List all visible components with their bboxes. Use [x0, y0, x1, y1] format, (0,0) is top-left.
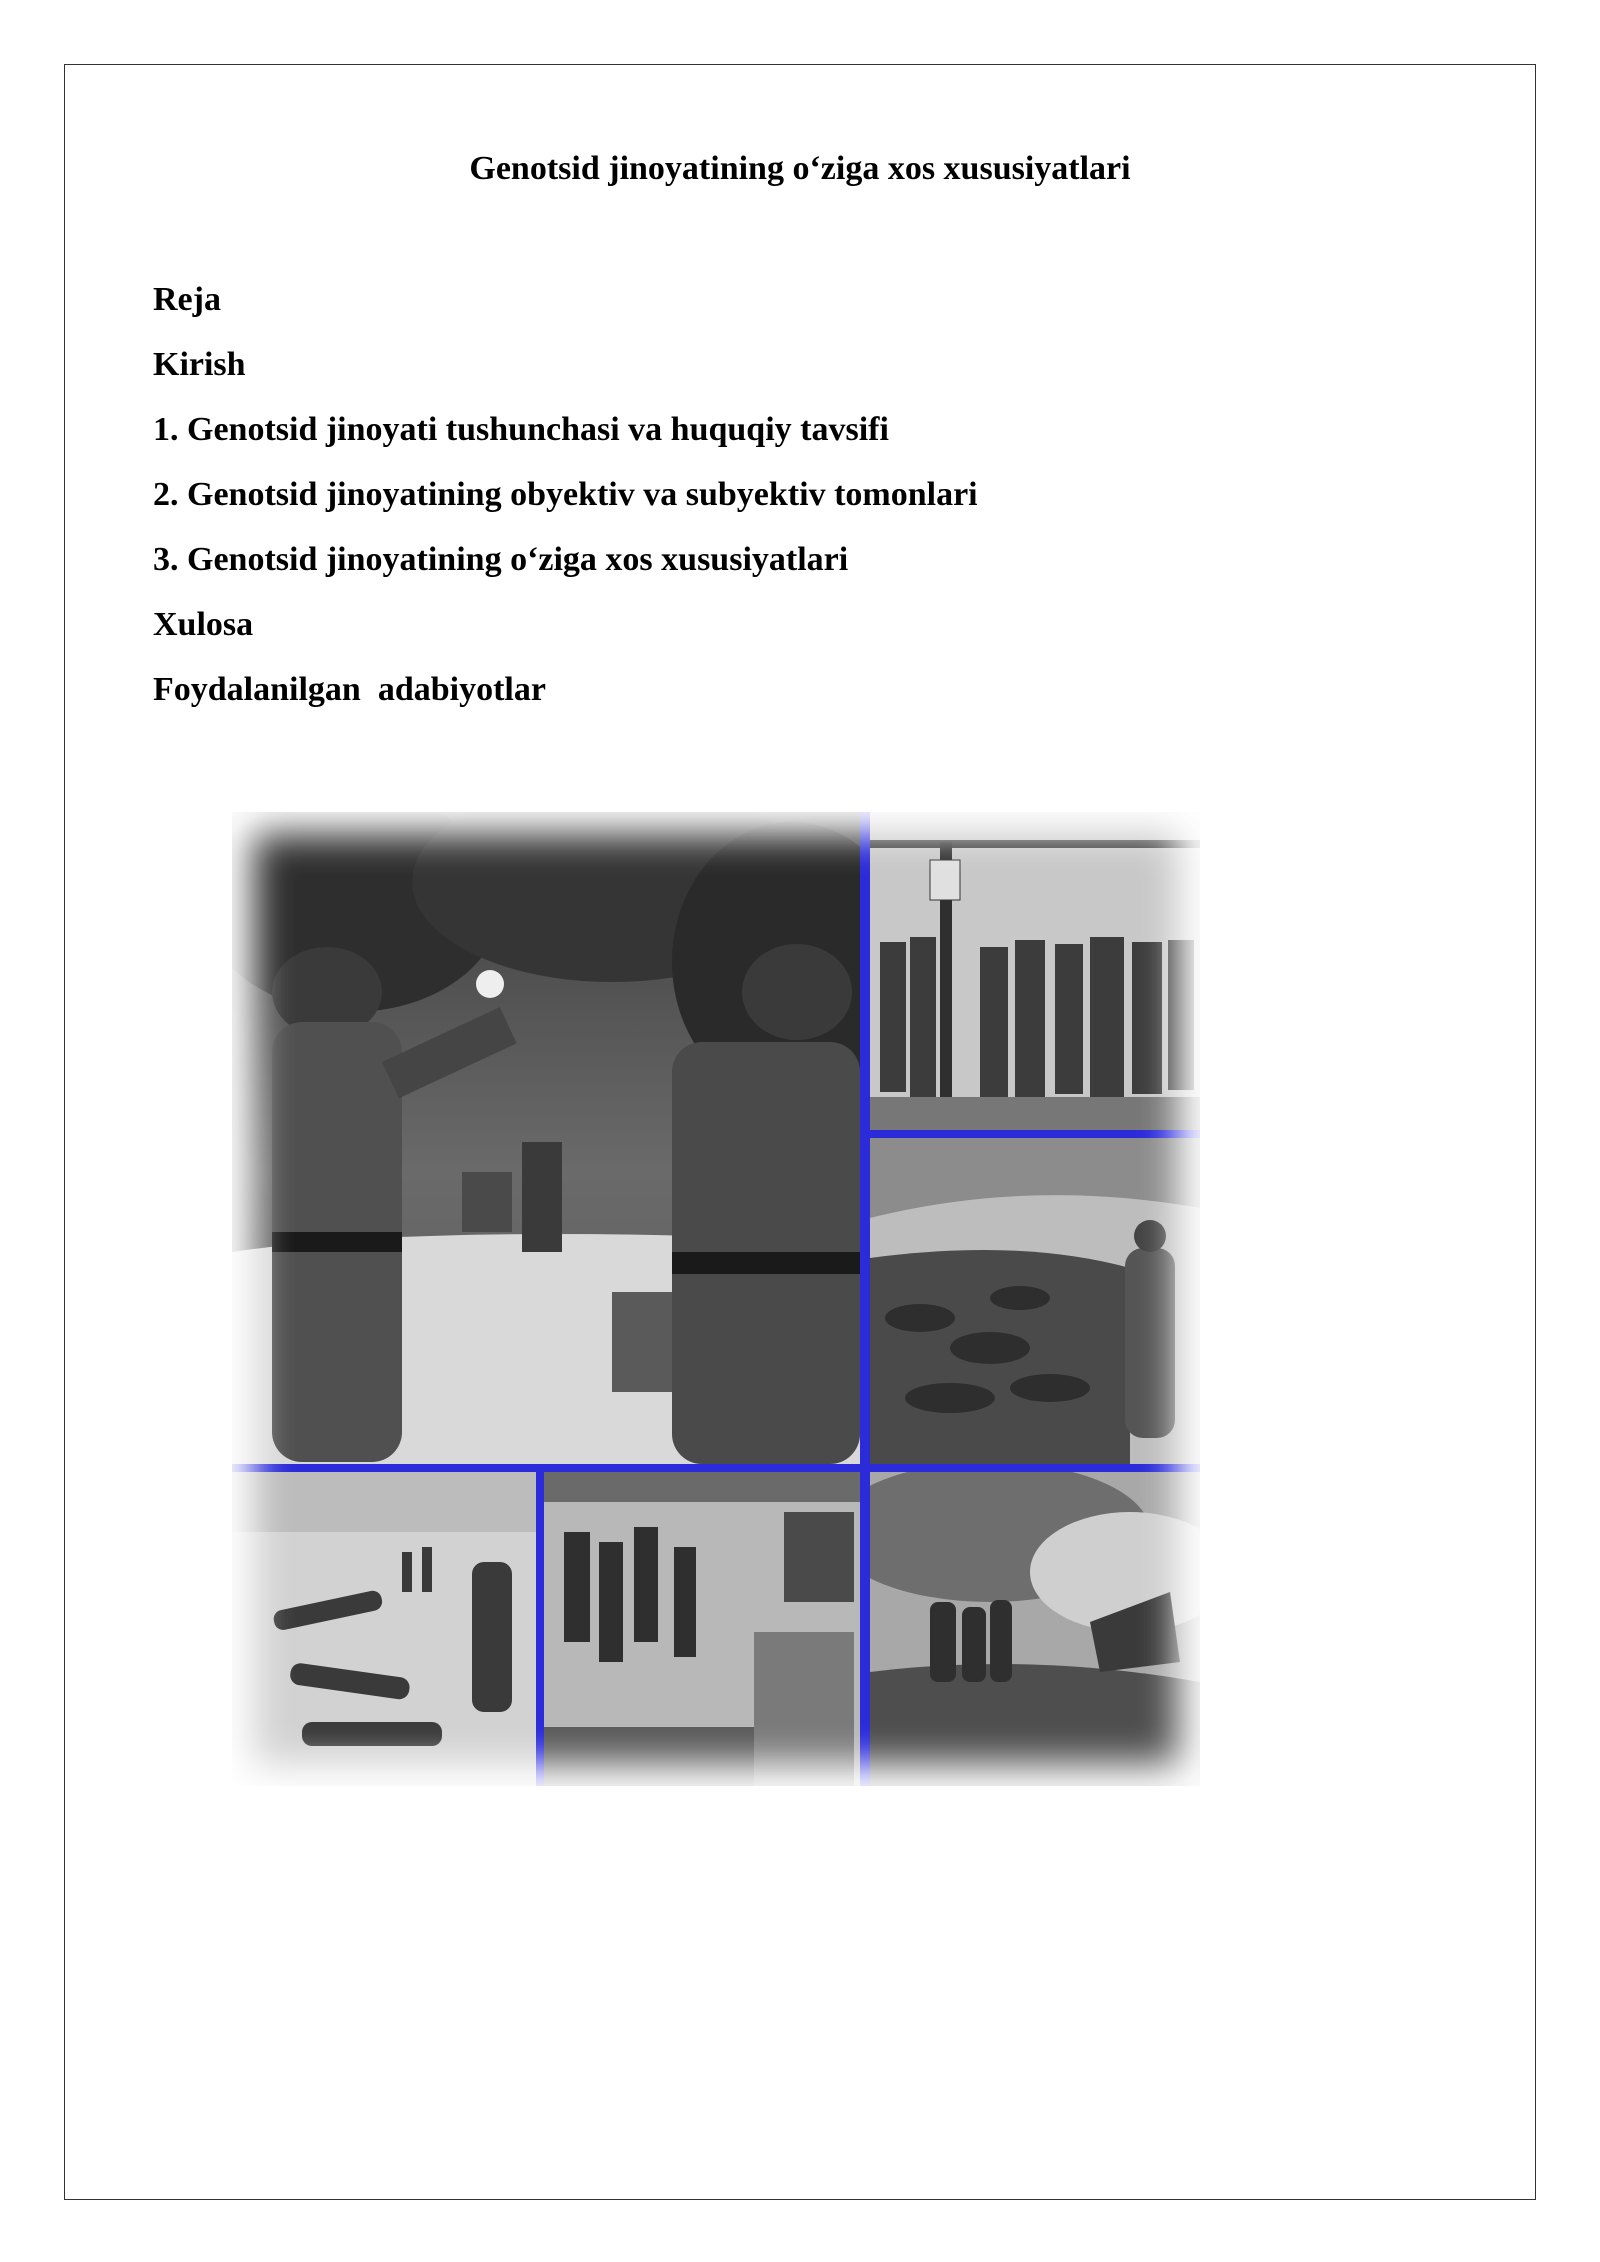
hanging-group-photo [870, 812, 1200, 1130]
plan-heading: Reja [153, 281, 221, 318]
plan-item-references: Foydalanilgan adabiyotlar [153, 671, 546, 708]
collage-divider-horizontal-main [232, 1464, 1200, 1472]
plan-item-3: 3. Genotsid jinoyatining o‘ziga xos xususiyatlari [153, 541, 849, 578]
bodies-on-ground-photo [232, 1472, 536, 1786]
hanged-men-photo [544, 1472, 862, 1786]
photo-collage [232, 812, 1200, 1786]
document-title: Genotsid jinoyatining o‘ziga xos xususiyatlari [469, 150, 1131, 187]
plan-item-conclusion: Xulosa [153, 606, 254, 643]
collage-divider-vertical-bottom [536, 1472, 544, 1786]
mass-grave-photo [870, 1138, 1200, 1464]
collage-divider-horizontal-right [870, 1130, 1200, 1138]
collage-divider-vertical-main [860, 812, 870, 1786]
plan-item-introduction: Kirish [153, 346, 246, 383]
plan-item-1: 1. Genotsid jinoyati tushunchasi va huquqiy tavsifi [153, 411, 889, 448]
destroyed-village-photo [870, 1472, 1200, 1786]
execution-photo [232, 812, 860, 1464]
plan-item-2: 2. Genotsid jinoyatining obyektiv va subyektiv tomonlari [153, 476, 978, 513]
plan-list [153, 280, 978, 735]
